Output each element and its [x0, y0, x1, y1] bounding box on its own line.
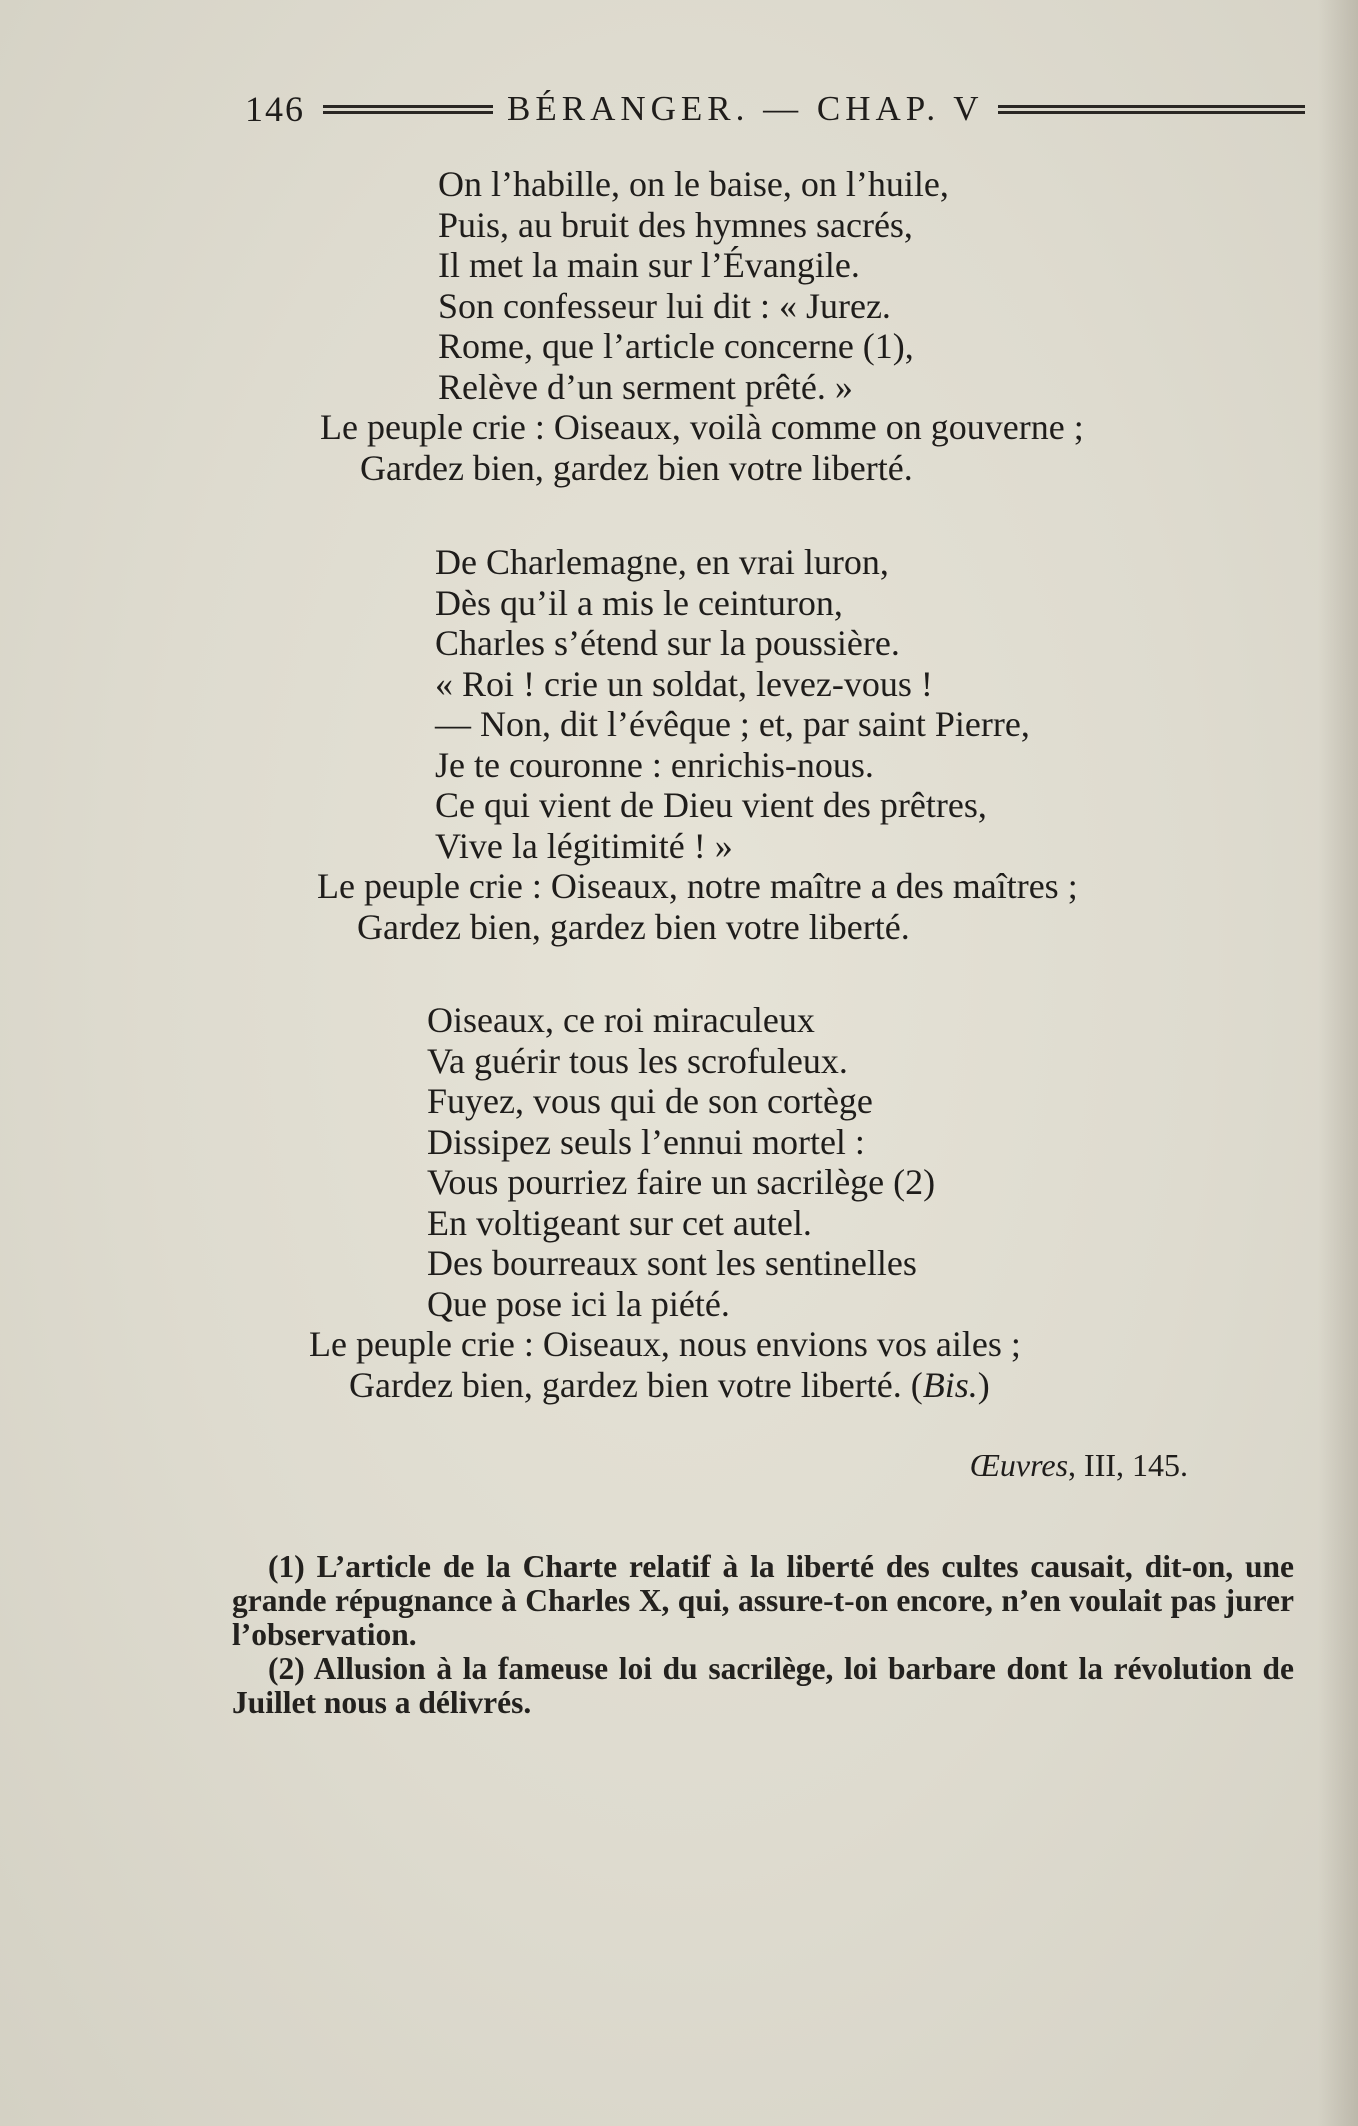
page-number: 146 [245, 89, 305, 129]
refrain-line: Le peuple crie : Oiseaux, voilà comme on gouverne ; [320, 407, 1084, 447]
verse-line: « Roi ! crie un soldat, levez-vous ! [435, 663, 933, 704]
refrain-line: Le peuple crie : Oiseaux, nous envions vos ailes ; [309, 1324, 1021, 1364]
verse-line: Il met la main sur l’Évangile. [438, 245, 860, 285]
running-title: BÉRANGER. — CHAP. V [507, 89, 984, 128]
header-rule-left [323, 105, 493, 114]
verse-line: De Charlemagne, en vrai luron, [435, 542, 889, 582]
stanza-3 [309, 1000, 1021, 1405]
verse-line: Dès qu’il a mis le ceinturon, [435, 582, 843, 623]
running-head [245, 86, 1305, 132]
verse-line: — Non, dit l’évêque ; et, par saint Pierre, [435, 704, 1030, 744]
verse-line: Je te couronne : enrichis-nous. [435, 744, 874, 785]
source-reference: , III, 145. [1068, 1447, 1188, 1483]
verse-line: Charles s’étend sur la poussière. [435, 623, 900, 663]
verse-line: Vive la légitimité ! » [435, 825, 733, 866]
page-edge-shadow [1318, 0, 1358, 2126]
stanza-1 [320, 164, 1084, 488]
footnote-1: (1) L’article de la Charte relatif à la liberté des cultes causait, dit-on, une grande répugnance à Charles X, qui, assure-t-on encore, n’en voulait pas jurer l’observation. [232, 1549, 1294, 1652]
verse-line: Ce qui vient de Dieu vient des prêtres, [435, 785, 987, 825]
verse-line: Son confesseur lui dit : « Jurez. [438, 285, 891, 326]
stanza-2 [317, 542, 1078, 947]
header-rule-right [998, 105, 1306, 114]
footnote-2: (2) Allusion à la fameuse loi du sacrilège, loi barbare dont la révolution de Juillet nous a délivrés. [232, 1651, 1294, 1720]
refrain-line: Gardez bien, gardez bien votre liberté. [357, 906, 910, 947]
footnotes [232, 1550, 1294, 1720]
verse-line: Va guérir tous les scrofuleux. [427, 1040, 848, 1081]
source-work: Œuvres [969, 1447, 1069, 1483]
verse-line: Fuyez, vous qui de son cortège [427, 1081, 873, 1121]
verse-line: Oiseaux, ce roi miraculeux [427, 1000, 815, 1040]
verse-line: En voltigeant sur cet autel. [427, 1202, 812, 1243]
verse-line: Que pose ici la piété. [427, 1283, 730, 1324]
refrain-text: Gardez bien, gardez bien votre liberté. [349, 1364, 902, 1405]
refrain-line: Gardez bien, gardez bien votre liberté. [360, 447, 913, 488]
bis-marker: Bis. [922, 1364, 978, 1405]
verse-line: Vous pourriez faire un sacrilège (2) [427, 1162, 936, 1202]
source-attribution [970, 1447, 1188, 1484]
verse-line: Des bourreaux sont les sentinelles [427, 1243, 917, 1283]
verse-line: Relève d’un serment prêté. » [438, 366, 853, 407]
verse-line: On l’habille, on le baise, on l’huile, [438, 164, 949, 204]
verse-line: Dissipez seuls l’ennui mortel : [427, 1121, 865, 1162]
refrain-line-final: Gardez bien, gardez bien votre liberté. (Bis.) [349, 1364, 990, 1405]
verse-line: Puis, au bruit des hymnes sacrés, [438, 204, 913, 245]
refrain-line: Le peuple crie : Oiseaux, notre maître a des maîtres ; [317, 866, 1078, 906]
verse-line: Rome, que l’article concerne (1), [438, 326, 914, 366]
